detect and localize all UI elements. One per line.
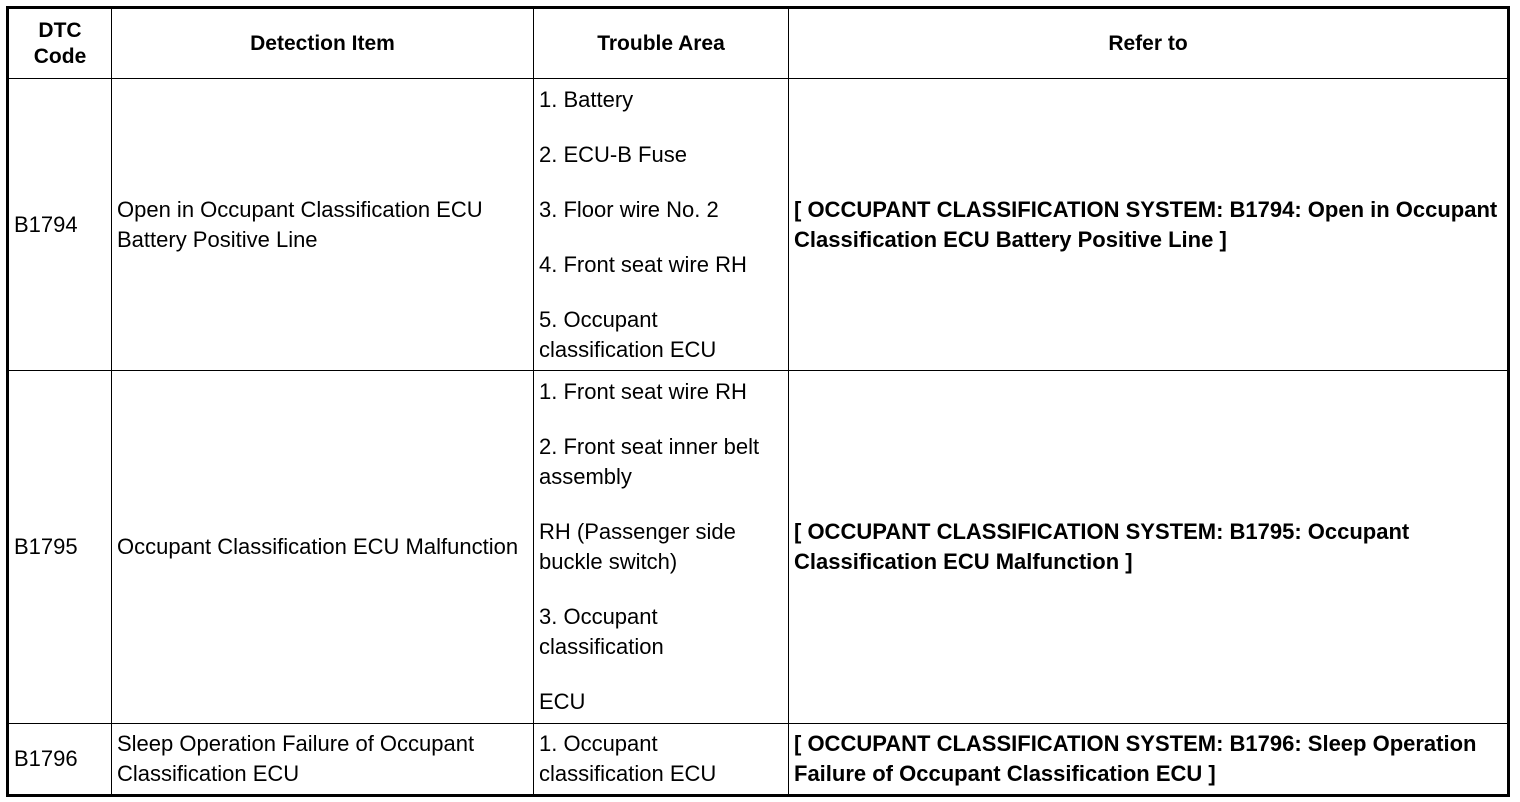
- table-row: [8, 79, 1509, 371]
- trouble-area-cell: [534, 724, 789, 796]
- trouble-area-list: [539, 729, 783, 789]
- table-row: [8, 371, 1509, 724]
- dtc-code-cell: B1796: [8, 724, 112, 796]
- table-body: [8, 79, 1509, 796]
- refer-to-link[interactable]: [ OCCUPANT CLASSIFICATION SYSTEM: B1794: Open in Occupant Classification ECU Battery Positive Line ]: [789, 79, 1509, 371]
- dtc-code-cell: B1794: [8, 79, 112, 371]
- trouble-area-item: 1. Front seat wire RH: [539, 379, 747, 404]
- trouble-area-item: 3. Floor wire No. 2: [539, 196, 719, 222]
- table-header: [8, 8, 1509, 79]
- header-detection-item: Detection Item: [112, 8, 534, 79]
- trouble-area-item: 1. Battery: [539, 86, 634, 112]
- header-dtc-code-line1: DTC: [38, 18, 82, 42]
- trouble-area-item: 1. Occupant classification ECU: [539, 731, 717, 786]
- trouble-area-item: 5. Occupant classification ECU: [539, 306, 717, 362]
- trouble-area-cell: [534, 371, 789, 724]
- dtc-table: [6, 6, 1510, 797]
- trouble-area-item: 3. Occupant classification: [539, 604, 664, 659]
- refer-to-link[interactable]: [ OCCUPANT CLASSIFICATION SYSTEM: B1795: Occupant Classification ECU Malfunction ]: [789, 371, 1509, 724]
- detection-item-cell: Occupant Classification ECU Malfunction: [112, 371, 534, 724]
- table-row: [8, 724, 1509, 796]
- header-refer-to: Refer to: [789, 8, 1509, 79]
- dtc-code-cell: B1795: [8, 371, 112, 724]
- trouble-area-item: 2. Front seat inner belt assembly: [539, 434, 760, 489]
- header-dtc-code: [8, 8, 112, 79]
- header-row: [8, 8, 1509, 79]
- detection-item-cell: Sleep Operation Failure of Occupant Classification ECU: [112, 724, 534, 796]
- header-trouble-area: Trouble Area: [534, 8, 789, 79]
- trouble-area-list: [539, 377, 783, 717]
- trouble-area-item: ECU: [539, 689, 586, 714]
- trouble-area-item: 4. Front seat wire RH: [539, 251, 747, 277]
- detection-item-cell: Open in Occupant Classification ECU Battery Positive Line: [112, 79, 534, 371]
- trouble-area-list: [539, 85, 783, 365]
- refer-to-link[interactable]: [ OCCUPANT CLASSIFICATION SYSTEM: B1796: Sleep Operation Failure of Occupant Classification ECU ]: [789, 724, 1509, 796]
- header-dtc-code-line2: Code: [33, 44, 87, 68]
- trouble-area-item: 2. ECU-B Fuse: [539, 141, 687, 167]
- trouble-area-item: RH (Passenger side buckle switch): [539, 519, 736, 574]
- trouble-area-cell: [534, 79, 789, 371]
